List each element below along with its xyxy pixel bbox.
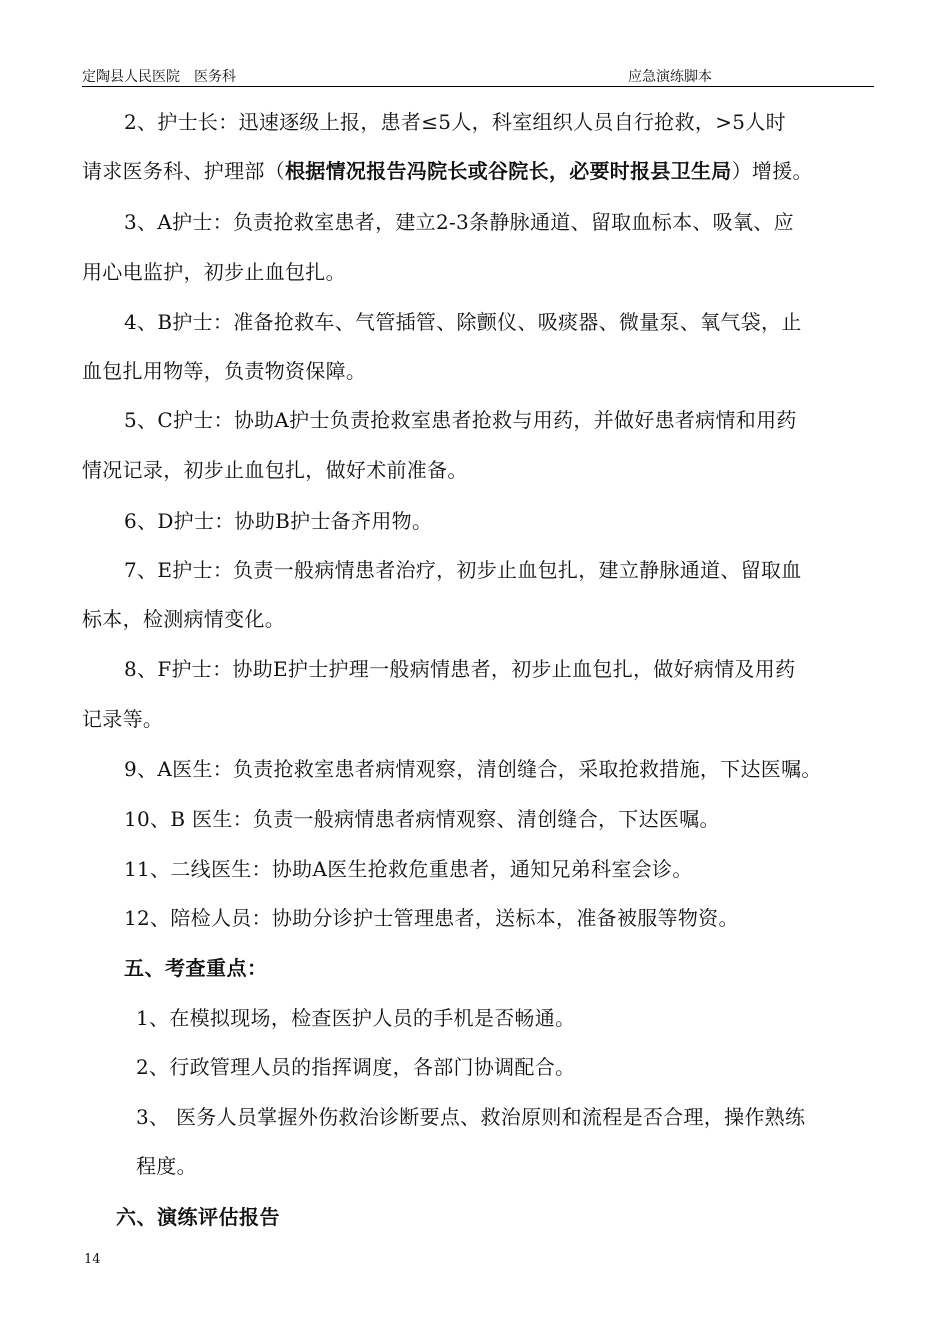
section-5-point-3-line-1: 3、 医务人员掌握外伤救治诊断要点、救治原则和流程是否合理，操作熟练 xyxy=(136,1105,806,1129)
item-7-line-1: 7、E护士：负责一般病情患者治疗，初步止血包扎，建立静脉通道、留取血 xyxy=(124,558,802,582)
item-8-line-2: 记录等。 xyxy=(82,707,164,731)
header-doc-title: 应急演练脚本 xyxy=(628,69,712,85)
item-8-line-1: 8、F护士：协助E护士护理一般病情患者，初步止血包扎，做好病情及用药 xyxy=(124,657,796,681)
item-11-line-1: 11、二线医生：协助A医生抢救危重患者，通知兄弟科室会诊。 xyxy=(124,857,693,881)
item-6-line-1: 6、D护士：协助B护士备齐用物。 xyxy=(124,509,433,533)
item-2-line-2-post: ）增援。 xyxy=(731,159,813,183)
item-2-bold-text: 根据情况报告冯院长或谷院长，必要时报县卫生局 xyxy=(285,159,732,183)
section-5-point-3-line-2: 程度。 xyxy=(136,1154,197,1178)
section-5-point-2: 2、行政管理人员的指挥调度，各部门协调配合。 xyxy=(136,1055,576,1079)
item-10-line-1: 10、B 医生：负责一般病情患者病情观察、清创缝合，下达医嘱。 xyxy=(124,807,720,831)
item-2-line-1: 2、护士长：迅速逐级上报，患者≤5人，科室组织人员自行抢救，>5人时 xyxy=(124,110,786,134)
item-3-line-2: 用心电监护，初步止血包扎。 xyxy=(82,260,346,284)
item-7-line-2: 标本，检测病情变化。 xyxy=(82,607,285,631)
item-5-line-1: 5、C护士：协助A护士负责抢救室患者抢救与用药，并做好患者病情和用药 xyxy=(124,408,797,432)
item-5-line-2: 情况记录，初步止血包扎，做好术前准备。 xyxy=(82,458,468,482)
page-number: 14 xyxy=(84,1252,101,1267)
item-2-line-2 xyxy=(82,157,813,185)
item-4-line-2: 血包扎用物等，负责物资保障。 xyxy=(82,359,367,383)
item-9-line-1: 9、A医生：负责抢救室患者病情观察，清创缝合，采取抢救措施，下达医嘱。 xyxy=(124,757,822,781)
section-5-heading: 五、考查重点： xyxy=(124,956,268,980)
page-header xyxy=(82,64,874,87)
item-3-line-1: 3、A护士：负责抢救室患者，建立2-3条静脉通道、留取血标本、吸氧、应 xyxy=(124,210,794,234)
item-2-line-2-pre: 请求医务科、护理部（ xyxy=(82,159,285,183)
header-hospital-dept: 定陶县人民医院 医务科 xyxy=(82,69,236,85)
item-12-line-1: 12、陪检人员：协助分诊护士管理患者，送标本，准备被服等物资。 xyxy=(124,906,739,930)
item-4-line-1: 4、B护士：准备抢救车、气管插管、除颤仪、吸痰器、微量泵、氧气袋，止 xyxy=(124,310,802,334)
section-6-heading: 六、演练评估报告 xyxy=(116,1205,280,1229)
section-5-point-1: 1、在模拟现场，检查医护人员的手机是否畅通。 xyxy=(136,1006,576,1030)
